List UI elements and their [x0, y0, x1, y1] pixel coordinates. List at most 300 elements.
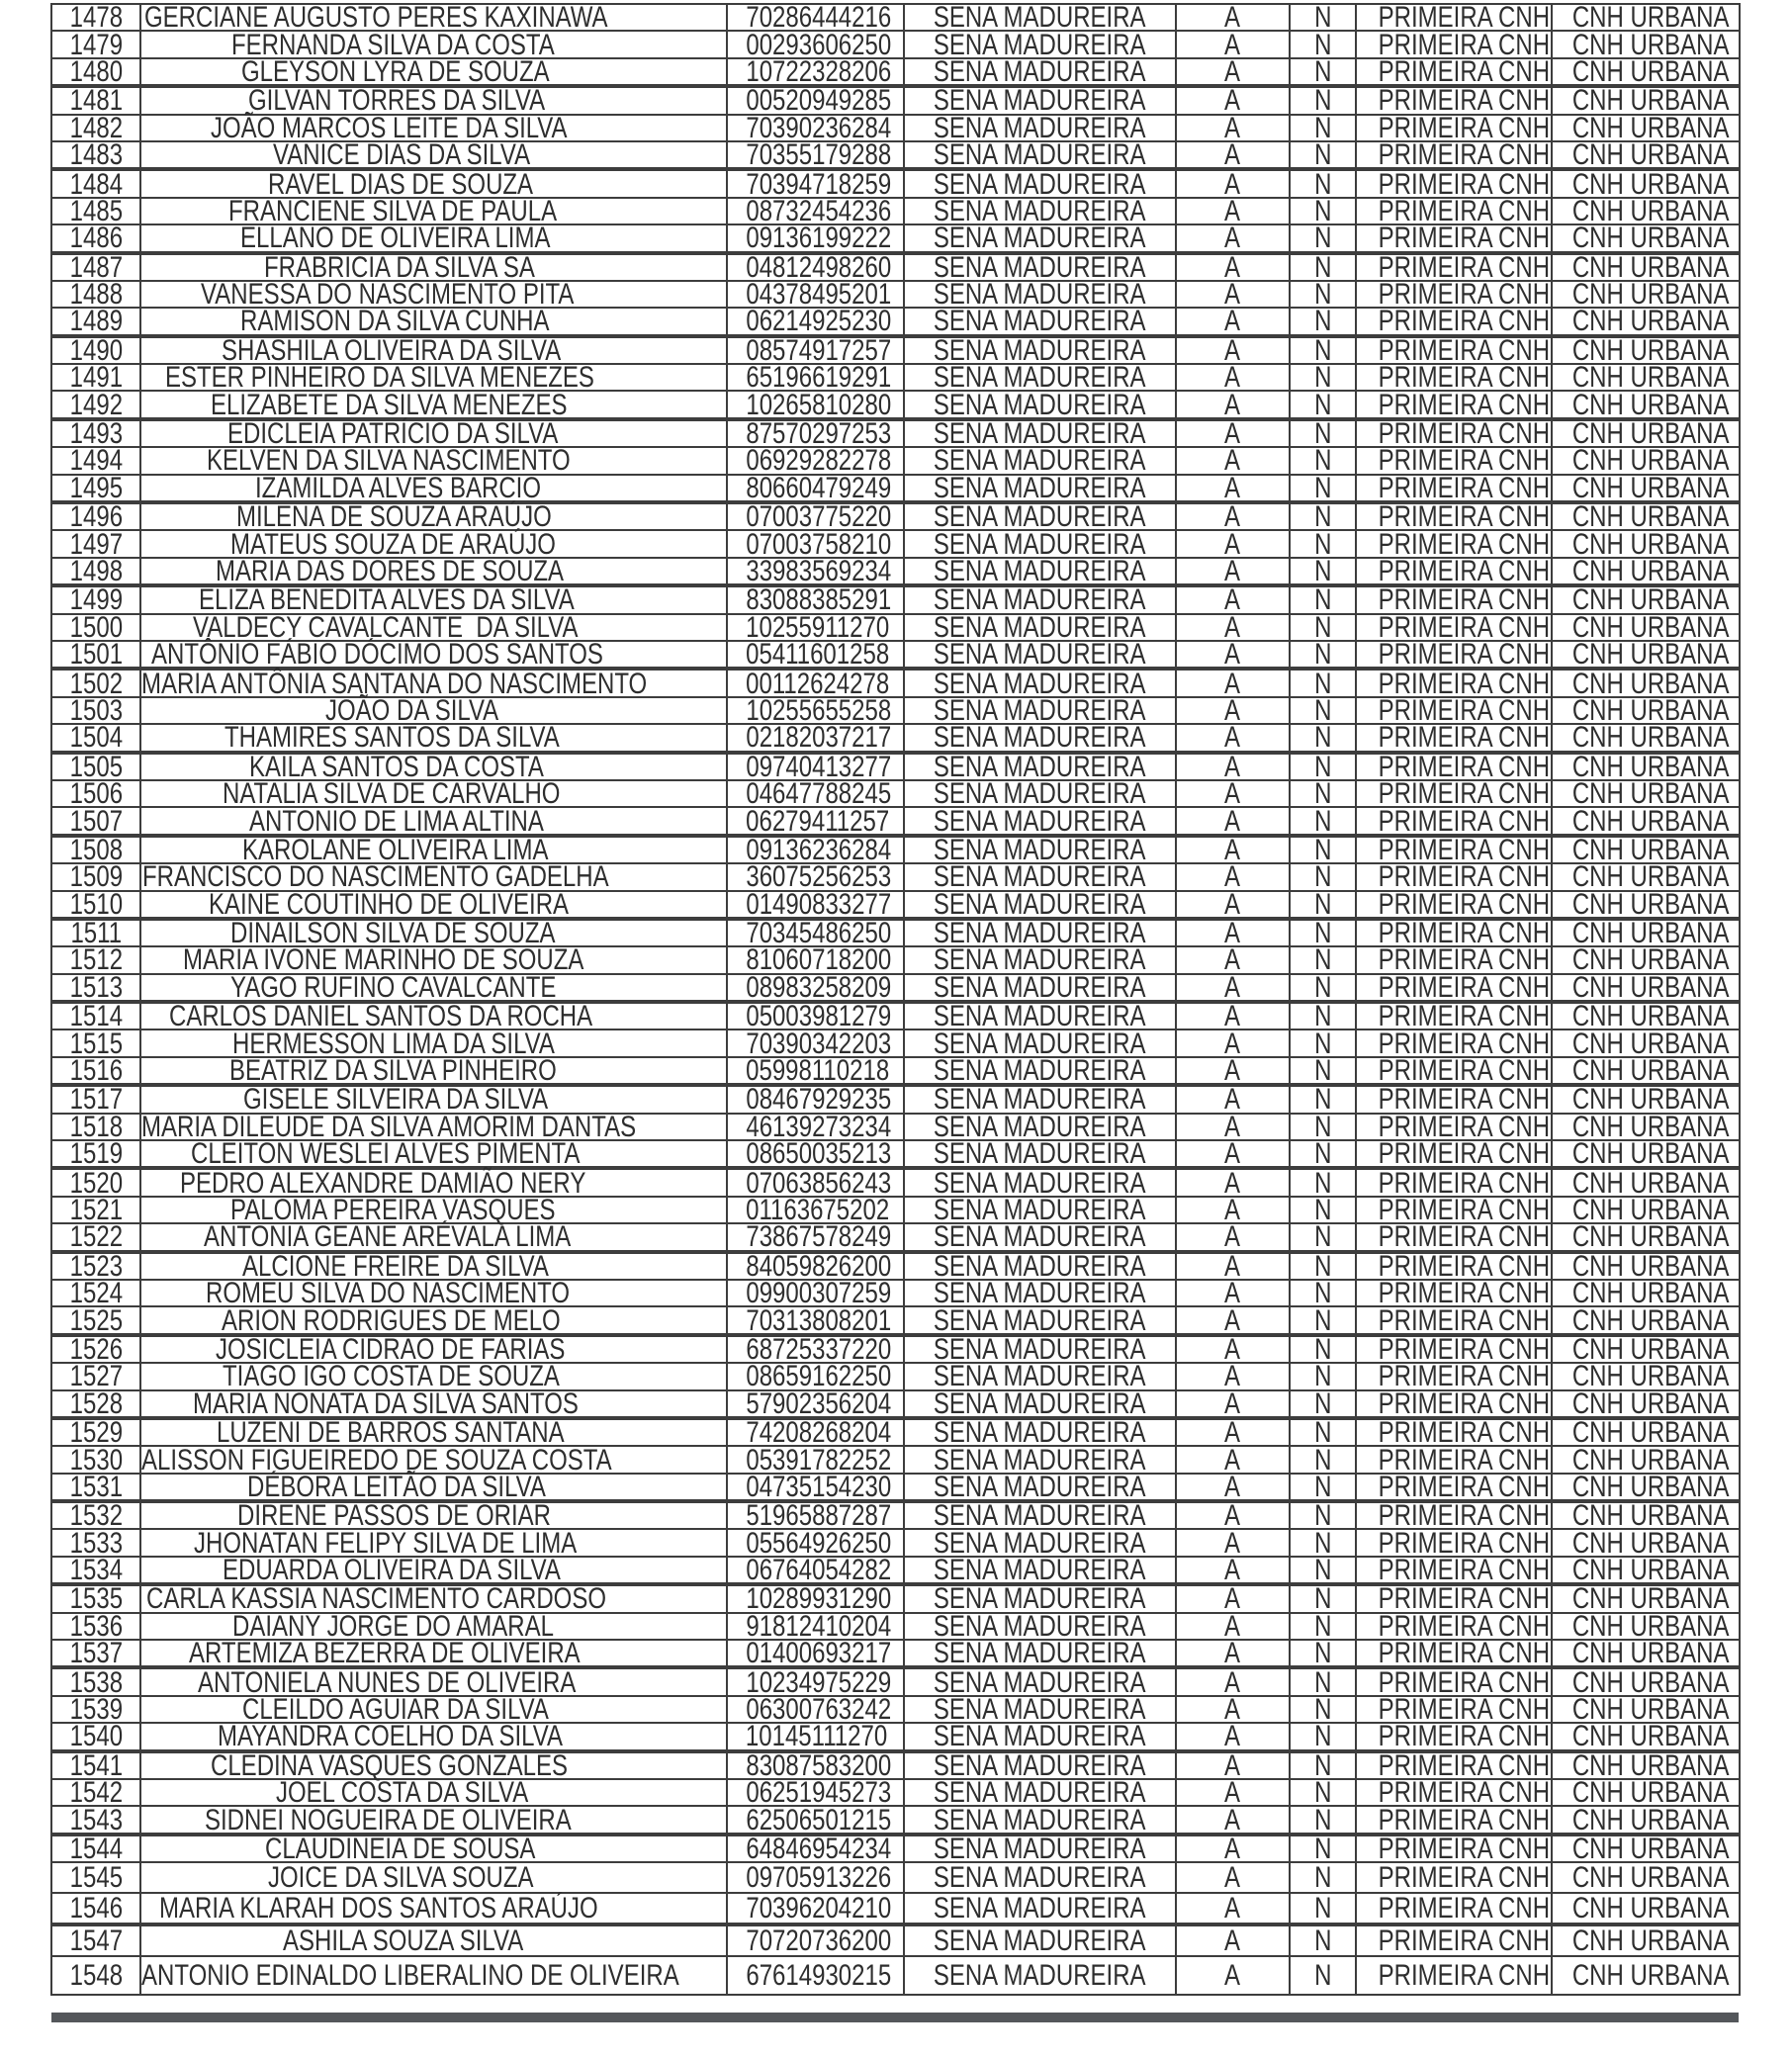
- service-cell-text: PRIMEIRA CNH: [1378, 1720, 1551, 1753]
- category-cell-text: CNH URBANA: [1571, 943, 1730, 977]
- name-cell-text: CLEILDO AGUIAR DA SILVA: [241, 1693, 549, 1727]
- flag-cell-text: N: [1313, 444, 1332, 478]
- category-cell-text: CNH URBANA: [1571, 970, 1730, 1004]
- name-cell: [140, 1693, 727, 1727]
- row-number-cell-text: 1527: [69, 1360, 123, 1393]
- city-cell-text: SENA MADUREIRA: [934, 138, 1146, 172]
- service-cell: [1356, 1083, 1552, 1117]
- flag-cell: [1290, 1277, 1356, 1310]
- flag-cell: [1290, 1137, 1356, 1171]
- category-cell: [1552, 1637, 1740, 1670]
- category-cell-text: CNH URBANA: [1571, 1803, 1730, 1836]
- name-cell-text: KELVEN DA SILVA NASCIMENTO: [206, 444, 571, 478]
- cpf-cell-text: 06251945273: [746, 1776, 892, 1810]
- cpf-cell-text: 05564926250: [746, 1526, 892, 1560]
- row-number-cell: [51, 1720, 140, 1753]
- service-cell-text: PRIMEIRA CNH: [1378, 555, 1551, 587]
- cpf-cell: [727, 333, 904, 367]
- city-cell: [904, 804, 1176, 838]
- flag-cell-text: N: [1313, 1803, 1332, 1836]
- name-cell: [140, 1609, 727, 1643]
- flag-cell: [1290, 250, 1356, 284]
- category-cell: [1552, 1925, 1740, 1956]
- flag-cell: [1290, 500, 1356, 534]
- service-cell: [1356, 1137, 1552, 1171]
- category-cell: [1552, 1193, 1740, 1226]
- city-cell: [904, 777, 1176, 811]
- cpf-cell: [727, 361, 904, 395]
- city-cell-text: SENA MADUREIRA: [934, 388, 1146, 421]
- city-cell-text: SENA MADUREIRA: [934, 361, 1146, 395]
- city-cell: [904, 1862, 1176, 1893]
- table-row: [51, 863, 1740, 890]
- name-cell: [140, 1332, 727, 1366]
- name-cell: [140, 555, 727, 587]
- table-row: [51, 1418, 1740, 1446]
- name-cell: [140, 1554, 727, 1587]
- cpf-cell-text: 70355179288: [746, 138, 892, 172]
- status-cell-text: A: [1224, 111, 1241, 144]
- row-number-cell: [51, 194, 140, 227]
- cpf-cell: [727, 1554, 904, 1587]
- city-cell-text: SENA MADUREIRA: [934, 1776, 1146, 1810]
- city-cell: [904, 1665, 1176, 1699]
- name-cell-text: ANTONIELA NUNES DE OLIVEIRA: [197, 1665, 576, 1699]
- name-cell-text: ARTEMIZA BEZERRA DE OLIVEIRA: [189, 1637, 581, 1670]
- flag-cell-text: N: [1313, 1332, 1332, 1366]
- flag-cell: [1290, 1360, 1356, 1393]
- status-cell-text: A: [1224, 1748, 1241, 1782]
- category-cell: [1552, 278, 1740, 312]
- row-number-cell-text: 1523: [69, 1249, 123, 1283]
- city-cell-text: SENA MADUREIRA: [934, 638, 1146, 671]
- city-cell-text: SENA MADUREIRA: [934, 693, 1146, 727]
- status-cell-text: A: [1224, 833, 1241, 866]
- service-cell-text: PRIMEIRA CNH: [1378, 222, 1551, 255]
- status-cell-text: A: [1224, 1303, 1241, 1337]
- category-cell-text: CNH URBANA: [1571, 444, 1730, 478]
- status-cell-text: A: [1224, 1861, 1241, 1895]
- cpf-cell: [727, 887, 904, 921]
- flag-cell-text: N: [1313, 1193, 1332, 1226]
- cpf-cell-text: 09705913226: [746, 1861, 892, 1895]
- service-cell-text: PRIMEIRA CNH: [1378, 1637, 1551, 1670]
- service-cell-text: PRIMEIRA CNH: [1378, 1861, 1551, 1895]
- service-cell: [1356, 860, 1552, 894]
- service-cell-text: PRIMEIRA CNH: [1378, 1470, 1551, 1503]
- status-cell-text: A: [1224, 417, 1241, 451]
- city-cell-text: SENA MADUREIRA: [934, 917, 1146, 950]
- city-cell: [904, 1193, 1176, 1226]
- status-cell-text: A: [1224, 750, 1241, 783]
- row-number-cell: [51, 1776, 140, 1810]
- status-cell-text: A: [1224, 1609, 1241, 1643]
- status-cell: [1176, 917, 1290, 950]
- service-cell-text: PRIMEIRA CNH: [1378, 1137, 1551, 1171]
- flag-cell-text: N: [1313, 1303, 1332, 1337]
- flag-cell: [1290, 917, 1356, 950]
- city-cell: [904, 527, 1176, 561]
- service-cell-text: PRIMEIRA CNH: [1378, 527, 1551, 561]
- service-cell-text: PRIMEIRA CNH: [1378, 1360, 1551, 1393]
- row-number-cell: [51, 1166, 140, 1200]
- flag-cell: [1290, 1720, 1356, 1753]
- name-cell: [140, 610, 727, 644]
- city-cell-text: SENA MADUREIRA: [934, 1000, 1146, 1033]
- name-cell-text: RAMISON DA SILVA CUNHA: [240, 305, 550, 338]
- category-cell: [1552, 1776, 1740, 1810]
- city-cell-text: SENA MADUREIRA: [934, 444, 1146, 478]
- table-row: [51, 641, 1740, 669]
- category-cell-text: CNH URBANA: [1571, 1, 1730, 35]
- name-cell: [140, 1956, 727, 1995]
- cpf-cell-text: 73867578249: [746, 1220, 892, 1254]
- flag-cell-text: N: [1313, 1637, 1332, 1670]
- name-cell-text: KAILA SANTOS DA COSTA: [249, 750, 545, 783]
- flag-cell-text: N: [1313, 194, 1332, 227]
- row-number-cell-text: 1492: [69, 388, 123, 421]
- row-number-cell-text: 1487: [69, 250, 123, 284]
- flag-cell-text: N: [1313, 500, 1332, 534]
- service-cell: [1356, 194, 1552, 227]
- city-cell-text: SENA MADUREIRA: [934, 1027, 1146, 1060]
- cpf-cell-text: 10265810280: [746, 388, 892, 421]
- row-number-cell: [51, 750, 140, 783]
- row-number-cell-text: 1543: [69, 1803, 123, 1836]
- flag-cell: [1290, 278, 1356, 312]
- cpf-cell-text: 08659162250: [746, 1360, 892, 1393]
- flag-cell: [1290, 777, 1356, 811]
- status-cell-text: A: [1224, 721, 1241, 755]
- row-number-cell-text: 1497: [69, 527, 123, 561]
- cpf-cell: [727, 54, 904, 88]
- category-cell: [1552, 1499, 1740, 1533]
- category-cell: [1552, 887, 1740, 921]
- row-number-cell: [51, 1054, 140, 1088]
- flag-cell: [1290, 804, 1356, 838]
- name-cell: [140, 54, 727, 88]
- service-cell-text: PRIMEIRA CNH: [1378, 583, 1551, 617]
- category-cell-text: CNH URBANA: [1571, 54, 1730, 88]
- service-cell: [1356, 527, 1552, 561]
- category-cell-text: CNH URBANA: [1571, 1470, 1730, 1503]
- category-cell: [1552, 250, 1740, 284]
- row-number-cell: [51, 1110, 140, 1143]
- city-cell-text: SENA MADUREIRA: [934, 1054, 1146, 1088]
- name-cell-text: MILENA DE SOUZA ARAÚJO: [236, 500, 553, 534]
- name-cell-text: JOÃO DA SILVA: [325, 693, 499, 727]
- service-cell-text: PRIMEIRA CNH: [1378, 1416, 1551, 1450]
- name-cell: [140, 138, 727, 172]
- city-cell: [904, 860, 1176, 894]
- category-cell-text: CNH URBANA: [1571, 833, 1730, 866]
- row-number-cell: [51, 1665, 140, 1699]
- cpf-cell: [727, 943, 904, 977]
- flag-cell: [1290, 1220, 1356, 1254]
- table-row: [51, 1806, 1740, 1834]
- row-number-cell-text: 1520: [69, 1166, 123, 1200]
- name-cell: [140, 970, 727, 1004]
- service-cell-text: PRIMEIRA CNH: [1378, 1303, 1551, 1337]
- city-cell: [904, 1554, 1176, 1587]
- city-cell: [904, 111, 1176, 144]
- table-row: [51, 1529, 1740, 1556]
- name-cell: [140, 417, 727, 451]
- city-cell-text: SENA MADUREIRA: [934, 583, 1146, 617]
- flag-cell-text: N: [1313, 222, 1332, 255]
- name-cell: [140, 1000, 727, 1033]
- city-cell: [904, 667, 1176, 700]
- row-number-cell: [51, 138, 140, 172]
- city-cell-text: SENA MADUREIRA: [934, 804, 1146, 838]
- table-row: [51, 1306, 1740, 1334]
- status-cell: [1176, 500, 1290, 534]
- status-cell-text: A: [1224, 693, 1241, 727]
- service-cell: [1356, 1, 1552, 35]
- service-cell: [1356, 1832, 1552, 1865]
- row-number-cell-text: 1484: [69, 167, 123, 201]
- cpf-cell: [727, 1748, 904, 1782]
- name-cell-text: DAIANY JORGE DO AMARAL: [232, 1609, 555, 1643]
- status-cell: [1176, 1000, 1290, 1033]
- category-cell: [1552, 1387, 1740, 1420]
- city-cell: [904, 500, 1176, 534]
- table-row: [51, 447, 1740, 474]
- category-cell: [1552, 804, 1740, 838]
- service-cell-text: PRIMEIRA CNH: [1378, 333, 1551, 367]
- table-row: [51, 1893, 1740, 1925]
- row-number-cell: [51, 1193, 140, 1226]
- cpf-cell: [727, 1693, 904, 1727]
- row-number-cell: [51, 1000, 140, 1033]
- table-row: [51, 419, 1740, 447]
- city-cell: [904, 610, 1176, 644]
- flag-cell-text: N: [1313, 1693, 1332, 1727]
- cpf-cell-text: 06929282278: [746, 444, 892, 478]
- row-number-cell-text: 1509: [69, 860, 123, 894]
- cpf-cell-text: 00112624278: [746, 667, 890, 700]
- flag-cell-text: N: [1313, 1166, 1332, 1200]
- cpf-cell: [727, 1166, 904, 1200]
- service-cell: [1356, 1554, 1552, 1587]
- flag-cell-text: N: [1313, 333, 1332, 367]
- flag-cell: [1290, 583, 1356, 617]
- city-cell-text: SENA MADUREIRA: [934, 1959, 1146, 1993]
- cpf-cell: [727, 1832, 904, 1865]
- category-cell: [1552, 638, 1740, 671]
- service-cell-text: PRIMEIRA CNH: [1378, 1220, 1551, 1254]
- service-cell: [1356, 1637, 1552, 1670]
- city-cell: [904, 167, 1176, 201]
- service-cell-text: PRIMEIRA CNH: [1378, 361, 1551, 395]
- row-number-cell-text: 1488: [69, 278, 123, 312]
- cpf-cell-text: 83088385291: [746, 583, 892, 617]
- service-cell-text: PRIMEIRA CNH: [1378, 1193, 1551, 1226]
- row-number-cell-text: 1525: [69, 1303, 123, 1337]
- city-cell-text: SENA MADUREIRA: [934, 1303, 1146, 1337]
- city-cell: [904, 1110, 1176, 1143]
- service-cell: [1356, 84, 1552, 118]
- service-cell-text: PRIMEIRA CNH: [1378, 444, 1551, 478]
- category-cell: [1552, 500, 1740, 534]
- name-cell-text: VANICE DIAS DA SILVA: [272, 138, 531, 172]
- flag-cell-text: N: [1313, 667, 1332, 700]
- city-cell-text: SENA MADUREIRA: [934, 222, 1146, 255]
- name-cell-text: GISELE SILVEIRA DA SILVA: [242, 1083, 549, 1117]
- flag-cell-text: N: [1313, 1277, 1332, 1310]
- category-cell: [1552, 1665, 1740, 1699]
- flag-cell: [1290, 1554, 1356, 1587]
- flag-cell-text: N: [1313, 1027, 1332, 1060]
- category-cell: [1552, 527, 1740, 561]
- name-cell-text: MARIA ANTÔNIA SANTANA DO NASCIMENTO: [141, 667, 648, 700]
- name-cell-text: LUZENI DE BARROS SANTANA: [216, 1416, 565, 1450]
- cpf-cell-text: 08732454236: [746, 194, 892, 227]
- table-row: [51, 807, 1740, 835]
- flag-cell-text: N: [1313, 1665, 1332, 1699]
- name-cell: [140, 1803, 727, 1836]
- city-cell: [904, 1470, 1176, 1503]
- flag-cell: [1290, 1000, 1356, 1033]
- table-row: [51, 724, 1740, 752]
- name-cell: [140, 527, 727, 561]
- service-cell: [1356, 887, 1552, 921]
- name-cell-text: MATEUS SOUZA DE ARAÚJO: [229, 527, 556, 561]
- table-row: [51, 1956, 1740, 1995]
- flag-cell: [1290, 1166, 1356, 1200]
- row-number-cell-text: 1518: [69, 1110, 123, 1143]
- service-cell: [1356, 333, 1552, 367]
- row-number-cell-text: 1531: [69, 1470, 123, 1503]
- row-number-cell: [51, 1637, 140, 1670]
- table-row: [51, 946, 1740, 973]
- cpf-cell: [727, 471, 904, 504]
- category-cell: [1552, 111, 1740, 144]
- service-cell: [1356, 1416, 1552, 1450]
- service-cell-text: PRIMEIRA CNH: [1378, 667, 1551, 700]
- flag-cell: [1290, 1499, 1356, 1533]
- category-cell-text: CNH URBANA: [1571, 555, 1730, 587]
- category-cell-text: CNH URBANA: [1571, 1526, 1730, 1560]
- name-cell-text: ANTÔNIO FÁBIO DÓCIMO DOS SANTOS: [150, 638, 603, 671]
- row-number-cell-text: 1513: [69, 970, 123, 1004]
- service-cell-text: PRIMEIRA CNH: [1378, 860, 1551, 894]
- name-cell-text: MARIA KLARAH DOS SANTOS ARAÚJO: [159, 1892, 598, 1925]
- service-cell: [1356, 750, 1552, 783]
- status-cell: [1176, 1862, 1290, 1893]
- city-cell: [904, 1832, 1176, 1865]
- row-number-cell: [51, 1277, 140, 1310]
- flag-cell-text: N: [1313, 1720, 1332, 1753]
- row-number-cell-text: 1534: [69, 1554, 123, 1587]
- name-cell-text: CARLOS DANIEL SANTOS DA ROCHA: [168, 1000, 593, 1033]
- category-cell-text: CNH URBANA: [1571, 1861, 1730, 1895]
- service-cell-text: PRIMEIRA CNH: [1378, 1892, 1551, 1925]
- status-cell-text: A: [1224, 1803, 1241, 1836]
- service-cell-text: PRIMEIRA CNH: [1378, 84, 1551, 118]
- category-cell-text: CNH URBANA: [1571, 1027, 1730, 1060]
- row-number-cell: [51, 1303, 140, 1337]
- category-cell-text: CNH URBANA: [1571, 333, 1730, 367]
- cpf-cell: [727, 1665, 904, 1699]
- city-cell: [904, 1499, 1176, 1533]
- city-cell-text: SENA MADUREIRA: [934, 721, 1146, 755]
- service-cell-text: PRIMEIRA CNH: [1378, 1665, 1551, 1699]
- flag-cell-text: N: [1313, 804, 1332, 838]
- city-cell-text: SENA MADUREIRA: [934, 833, 1146, 866]
- cpf-cell-text: 62506501215: [746, 1803, 892, 1836]
- city-cell: [904, 1748, 1176, 1782]
- category-cell-text: CNH URBANA: [1571, 1720, 1730, 1753]
- category-cell: [1552, 1526, 1740, 1560]
- row-number-cell: [51, 1416, 140, 1450]
- service-cell-text: PRIMEIRA CNH: [1378, 804, 1551, 838]
- status-cell: [1176, 1832, 1290, 1865]
- cpf-cell-text: 70390236284: [746, 111, 892, 144]
- row-number-cell-text: 1503: [69, 693, 123, 727]
- category-cell-text: CNH URBANA: [1571, 1582, 1730, 1616]
- cpf-cell-text: 84059826200: [746, 1249, 892, 1283]
- cpf-cell: [727, 167, 904, 201]
- status-cell-text: A: [1224, 1499, 1241, 1533]
- table-row: [51, 1751, 1740, 1779]
- category-cell-text: CNH URBANA: [1571, 917, 1730, 950]
- cpf-cell: [727, 1720, 904, 1753]
- category-cell: [1552, 444, 1740, 478]
- cpf-cell-text: 87570297253: [746, 417, 892, 451]
- status-cell-text: A: [1224, 970, 1241, 1004]
- cpf-cell: [727, 1137, 904, 1171]
- flag-cell-text: N: [1313, 1582, 1332, 1616]
- cpf-cell-text: 91812410204: [746, 1609, 892, 1643]
- status-cell-text: A: [1224, 167, 1241, 201]
- status-cell: [1176, 750, 1290, 783]
- row-number-cell: [51, 444, 140, 478]
- city-cell-text: SENA MADUREIRA: [934, 471, 1146, 504]
- city-cell-text: SENA MADUREIRA: [934, 1861, 1146, 1895]
- row-number-cell: [51, 887, 140, 921]
- status-cell: [1176, 1554, 1290, 1587]
- cpf-cell: [727, 1277, 904, 1310]
- name-cell-text: GILVAN TORRES DA SILVA: [247, 84, 546, 118]
- row-number-cell: [51, 333, 140, 367]
- cpf-cell: [727, 1332, 904, 1366]
- category-cell-text: CNH URBANA: [1571, 1637, 1730, 1670]
- service-cell: [1356, 1609, 1552, 1643]
- flag-cell: [1290, 361, 1356, 395]
- city-cell: [904, 1893, 1176, 1925]
- status-cell: [1176, 1027, 1290, 1060]
- city-cell: [904, 417, 1176, 451]
- status-cell-text: A: [1224, 1137, 1241, 1171]
- flag-cell-text: N: [1313, 1360, 1332, 1393]
- category-cell: [1552, 583, 1740, 617]
- city-cell: [904, 943, 1176, 977]
- city-cell-text: SENA MADUREIRA: [934, 610, 1146, 644]
- row-number-cell-text: 1526: [69, 1332, 123, 1366]
- status-cell: [1176, 1748, 1290, 1782]
- city-cell: [904, 833, 1176, 866]
- category-cell: [1552, 1416, 1740, 1450]
- cpf-cell-text: 00293606250: [746, 28, 892, 61]
- city-cell: [904, 1, 1176, 35]
- name-cell-text: DÉBORA LEITÃO DA SILVA: [246, 1470, 546, 1503]
- name-cell: [140, 250, 727, 284]
- cpf-cell-text: 70390342203: [746, 1027, 892, 1060]
- name-cell: [140, 1470, 727, 1503]
- name-cell-text: CLEDINA VASQUES GONZALES: [210, 1748, 568, 1782]
- flag-cell: [1290, 1803, 1356, 1836]
